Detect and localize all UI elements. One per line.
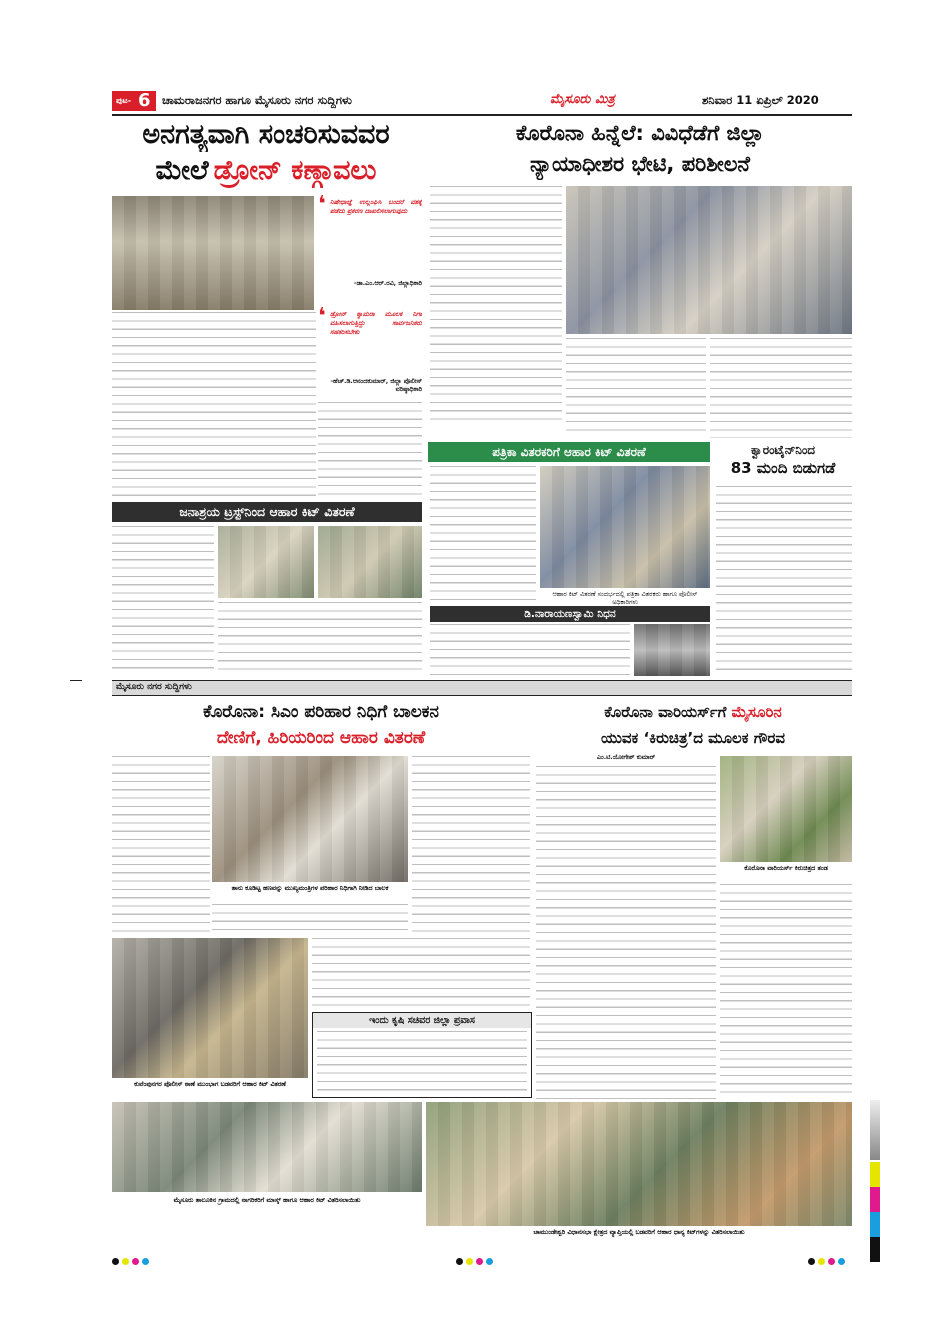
judge-headline-line2: ನ್ಯಾಯಾಧೀಶರ ಭೇಟಿ, ಪರಿಶೀಲನೆ — [530, 152, 750, 176]
drone-headline-line1: ಅನಗತ್ಯವಾಗಿ ಸಂಚರಿಸುವವರ — [142, 119, 390, 150]
drone-quote1-author: -ಡಾ.ಎಂ.ಆರ್.ರವಿ, ಜಿಲ್ಲಾಧಿಕಾರಿ — [353, 280, 422, 287]
judge-body-text-2 — [566, 338, 706, 434]
cm-fund-photo-2 — [112, 938, 308, 1078]
drone-body-text-2 — [318, 402, 422, 498]
bottom-caption-left: ಮೈಸೂರು ತಾಲೂಕಿನ ಗ್ರಾಮದಲ್ಲಿ ನಾಗರಿಕರಿಗೆ ಮಾಸ್ಕ್ ಹಾಗೂ ಆಹಾರ ಕಿಟ್ ವಿತರಿಸಲಾಯಿತು — [173, 1196, 361, 1204]
janashraya-photo-2 — [318, 526, 422, 598]
warriors-photo — [720, 756, 852, 862]
page-header — [112, 90, 852, 112]
judge-body-text-3 — [710, 338, 852, 438]
drone-quote2-author: -ಹೆಚ್.ಡಿ.ಆನಂದಕುಮಾರ್, ಜಿಲ್ಲಾ ಪೊಲೀಸ್ ವರಿಷ್ಠಾಧಿಕಾರಿ — [330, 378, 422, 394]
page-label: ಪುಟ- — [116, 96, 132, 105]
bottom-photo-right — [426, 1102, 852, 1226]
registration-dots-left — [112, 1250, 152, 1269]
warriors-byline: ಎಂ.ಟಿ.ಯೋಗೇಶ್ ಕುಮಾರ್ — [596, 754, 656, 761]
issue-date: ಶನಿವಾರ 11 ಏಪ್ರಿಲ್ 2020 — [702, 93, 819, 107]
drone-body-text — [112, 312, 316, 498]
warriors-headline-line2: ಯುವಕ ‘ಕಿರುಚಿತ್ರ’ದ ಮೂಲಕ ಗೌರವ — [601, 729, 785, 747]
masthead: ಮೈಸೂರು ಮಿತ್ರ — [550, 92, 615, 107]
warriors-headline-red: ಮೈಸೂರಿನ — [731, 703, 782, 721]
cm-fund-photo-1 — [212, 756, 408, 882]
bottom-caption-right: ಚಾಮುಂಡೇಶ್ವರಿ ವಿಧಾನಸಭಾ ಕ್ಷೇತ್ರದ ವ್ಯಾಪ್ತಿಯಲ್ಲಿ ಬಡವರಿಗೆ ಆಹಾರ ಧಾನ್ಯ ಕಿಟ್‌ಗಳನ್ನು ವಿತರಿಸಲಾಯಿತು — [533, 1228, 745, 1236]
drone-quote1-box — [318, 192, 422, 306]
minister-body-text — [317, 1031, 527, 1093]
quote-mark-icon: ❛ — [318, 192, 326, 217]
patrika-photo — [540, 466, 710, 588]
warriors-headline-black: ಕೊರೊನಾ ವಾರಿಯರ್ಸ್‌ಗೆ — [604, 703, 727, 721]
obit-headline: ಡಿ.ನಾರಾಯಣಸ್ವಾಮಿ ನಿಧನ — [430, 606, 710, 622]
cm-fund-caption-2: ಕುವೆಂಪುನಗರ ಪೊಲೀಸ್ ಠಾಣೆ ಮುಂಭಾಗ ಬಡವರಿಗೆ ಆಹಾರ ಕಿಟ್ ವಿತರಣೆ — [134, 1080, 286, 1088]
cm-fund-caption-1: ತಾನು ಕೂಡಿಟ್ಟ ಹಣವನ್ನು ಮುಖ್ಯಮಂತ್ರಿಗಳ ಪರಿಹಾರ ನಿಧಿಗಾಗಿ ನೀಡಿದ ಬಾಲಕ — [231, 884, 389, 892]
janashraya-body-text — [112, 526, 214, 674]
janashraya-headline: ಜನಾಶ್ರಯ ಟ್ರಸ್ಟ್‌ನಿಂದ ಆಹಾರ ಕಿಟ್ ವಿತರಣೆ — [112, 502, 422, 522]
drone-quote2-text: ಡ್ರೋನ್ ಕ್ಯಾಮರಾ ಮೂಲಕ ನಿಗಾ ವಹಿಸಲಾಗುತ್ತಿದ್ದು ಸಾರ್ವಜನಿಕರು ಸಹಕರಿಸಬೇಕು — [330, 310, 422, 336]
page-number-badge — [112, 91, 156, 111]
quote-mark-icon: ❛ — [318, 304, 326, 329]
drone-photo — [112, 196, 314, 310]
quarantine-headline — [714, 442, 852, 482]
drone-quote1-text: ನಿಷೇಧಾಜ್ಞೆ ಉಲ್ಲಂಘಿಸಿ ಬಂದರೆ ವಶಕ್ಕೆ ಪಡೆದು ಪ್ರಕರಣ ದಾಖಲಿಸಲಾಗುವುದು — [330, 198, 422, 215]
janashraya-photo-1 — [218, 526, 314, 598]
janashraya-body-text-2 — [218, 602, 422, 674]
warriors-caption: ಕೊರೊನಾ ವಾರಿಯರ್ಸ್ ಕಿರುಚಿತ್ರದ ತಂಡ — [744, 864, 828, 872]
quarantine-body-text — [716, 486, 852, 676]
bottom-photo-left — [112, 1102, 422, 1192]
drone-headline-line2-black: ಮೇಲೆ — [155, 155, 209, 186]
margin-mark — [70, 680, 82, 681]
cm-fund-body-text-3 — [212, 904, 408, 934]
patrika-headline: ಪತ್ರಿಕಾ ವಿತರಕರಿಗೆ ಆಹಾರ ಕಿಟ್ ವಿತರಣೆ — [428, 442, 710, 462]
obit-body-text — [430, 624, 630, 676]
judge-headline-line1: ಕೊರೊನಾ ಹಿನ್ನೆಲೆ: ವಿವಿಧೆಡೆಗೆ ಜಿಲ್ಲಾ — [515, 121, 765, 145]
warriors-headline-line1 — [534, 700, 852, 724]
cm-fund-body-text-4 — [312, 938, 530, 1010]
cm-fund-body-text-2 — [412, 756, 530, 932]
section-title: ಚಾಮರಾಜನಗರ ಹಾಗೂ ಮೈಸೂರು ನಗರ ಸುದ್ದಿಗಳು — [162, 93, 352, 107]
section-band-label: ಮೈಸೂರು ನಗರ ಸುದ್ದಿಗಳು — [116, 682, 192, 692]
minister-box — [312, 1012, 532, 1098]
cm-fund-body-text — [112, 756, 210, 932]
drone-quote2-box — [318, 304, 422, 400]
section-band — [112, 680, 852, 696]
quarantine-headline-line1: ಕ್ವಾರಂಟೈನ್‌ನಿಂದ — [750, 443, 816, 457]
drone-headline-line2 — [112, 152, 420, 190]
color-bar — [870, 1162, 880, 1262]
cm-fund-headline-line1: ಕೊರೊನಾ: ಸಿಎಂ ಪರಿಹಾರ ನಿಧಿಗೆ ಬಾಲಕನ — [203, 702, 439, 722]
page-number: 6 — [138, 90, 151, 111]
gray-scale-bar — [870, 1100, 880, 1160]
drone-headline-line2-red: ಡ್ರೋನ್ ಕಣ್ಗಾವಲು — [213, 155, 377, 186]
warriors-body-text-2 — [720, 884, 852, 1100]
judge-photo — [566, 186, 852, 334]
warriors-body-text — [536, 766, 716, 1100]
registration-dots-center — [456, 1250, 496, 1269]
obit-photo — [634, 624, 710, 676]
header-rule — [112, 114, 852, 116]
cm-fund-headline-line2: ದೇಣಿಗೆ, ಹಿರಿಯರಿಂದ ಆಹಾರ ವಿತರಣೆ — [216, 728, 426, 748]
registration-dots-right — [808, 1250, 848, 1269]
minister-headline: ಇಂದು ಕೃಷಿ ಸಚಿವರ ಜಿಲ್ಲಾ ಪ್ರವಾಸ — [313, 1013, 531, 1028]
patrika-caption: ಆಹಾರ ಕಿಟ್ ವಿತರಣೆ ಸಂದರ್ಭದಲ್ಲಿ ಪತ್ರಿಕಾ ವಿತರಕರು ಹಾಗೂ ಪೊಲೀಸ್ ಅಧಿಕಾರಿಗಳು — [552, 590, 698, 606]
patrika-body-text — [430, 466, 536, 604]
quarantine-headline-line2: 83 ಮಂದಿ ಬಿಡುಗಡೆ — [730, 459, 836, 477]
judge-body-text — [430, 186, 562, 422]
